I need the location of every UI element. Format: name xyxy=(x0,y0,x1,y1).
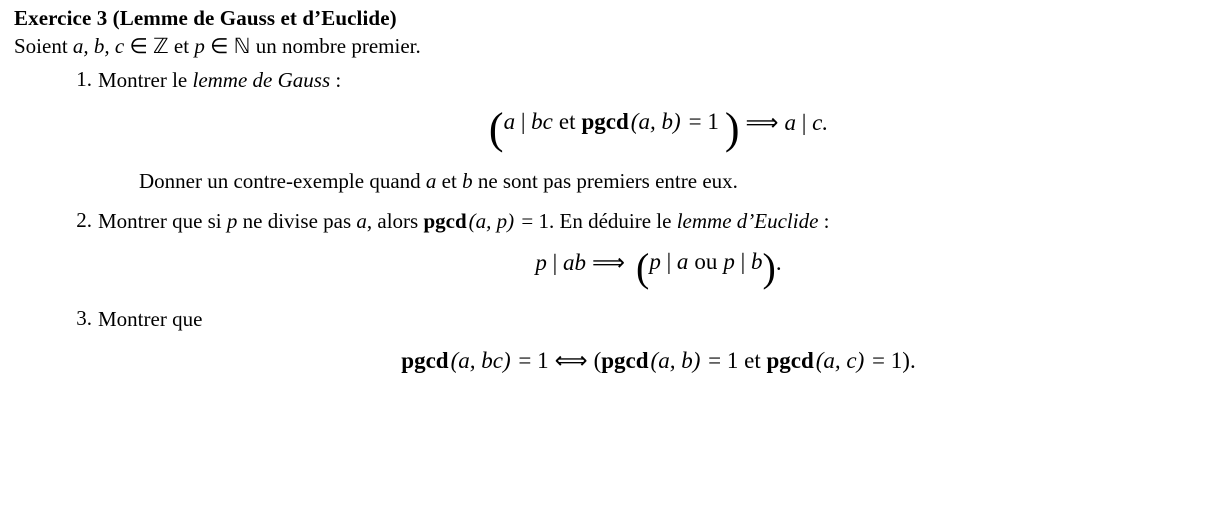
item-2-pgcd: pgcd xyxy=(423,208,467,233)
equation-2-divides-3: | xyxy=(734,248,752,274)
equation-3-args-1: (a, bc) xyxy=(450,348,511,374)
intro-line xyxy=(14,34,1219,59)
list-item xyxy=(0,67,1219,194)
intro-suffix: ∈ ℕ un nombre premier. xyxy=(204,34,421,58)
item-2-text xyxy=(98,208,1219,235)
list-item xyxy=(0,306,1219,374)
display-equation-2 xyxy=(98,244,1219,290)
equation-1-rhs-c: c. xyxy=(812,110,829,136)
equation-1-open-paren: ( xyxy=(488,104,504,154)
equation-3-period: . xyxy=(909,348,916,374)
page-title: Exercice 3 (Lemme de Gauss et d’Euclide) xyxy=(14,6,397,30)
equation-1-implies: ⟹ xyxy=(745,110,779,136)
item-1-trail: : xyxy=(330,68,342,92)
equation-3-close-paren: ) xyxy=(902,348,910,374)
equation-3-et: et xyxy=(738,348,767,374)
equation-2-divides-2: | xyxy=(660,248,677,274)
equation-1-inner xyxy=(504,109,725,135)
equation-2-ou: ou xyxy=(694,248,718,274)
equation-3-pgcd-3: pgcd xyxy=(766,348,814,374)
item-2-emphasis: lemme d’Euclide xyxy=(676,208,819,233)
equation-2-open-paren: ( xyxy=(635,244,650,290)
display-equation-1 xyxy=(98,104,1219,154)
equation-2-inner xyxy=(649,249,762,275)
exercise-item-list xyxy=(0,67,1219,374)
item-2-text-4: . En déduire le xyxy=(549,208,677,233)
item-3-text: Montrer que xyxy=(98,306,203,331)
display-equation-3 xyxy=(98,348,1219,374)
equation-3-args-3: (a, c) xyxy=(815,348,865,374)
item-1-note-prefix: Donner un contre-exemple quand xyxy=(139,168,426,193)
list-item xyxy=(0,207,1219,290)
item-1-note-b: b xyxy=(462,168,473,193)
equation-1-rhs-a: a xyxy=(784,110,796,136)
equation-1-equals-one: = 1 xyxy=(688,109,719,135)
intro-variables: a, b, c xyxy=(72,34,125,58)
equation-1-bc: bc xyxy=(531,109,553,135)
intro-middle: ∈ ℤ et xyxy=(124,34,195,58)
item-number-1: 1. xyxy=(76,67,92,91)
item-number-3: 3. xyxy=(76,305,92,330)
equation-2-divides-1: | xyxy=(546,249,563,275)
equation-2-p2: p xyxy=(649,248,661,274)
equation-2-p3: p xyxy=(723,248,735,274)
item-2-equals-one: = 1 xyxy=(516,208,549,233)
item-2-pgcd-args: (a, p) xyxy=(468,208,515,233)
equation-3-pgcd-2: pgcd xyxy=(601,348,649,374)
document-page xyxy=(0,6,1219,530)
item-1-emphasis: lemme de Gauss xyxy=(192,68,331,92)
intro-variable-p: p xyxy=(194,34,205,58)
item-1-text xyxy=(98,67,1219,93)
equation-1-pgcd: pgcd xyxy=(581,109,629,135)
item-2-text-5: : xyxy=(818,208,830,233)
equation-3-pgcd-1: pgcd xyxy=(401,348,449,374)
item-2-var-p: p xyxy=(226,208,238,233)
item-1-note-a: a xyxy=(425,168,437,193)
item-1-lead: Montrer le xyxy=(98,68,193,92)
intro-prefix: Soient xyxy=(14,34,73,58)
item-2-text-2: ne divise pas xyxy=(237,208,357,233)
equation-2-period: . xyxy=(775,249,782,275)
equation-2-b: b xyxy=(751,248,763,274)
equation-2-p: p xyxy=(535,249,547,275)
equation-1-divides: | xyxy=(515,109,532,135)
equation-3-iff: ⟺ xyxy=(554,348,588,374)
equation-2-close-paren: ) xyxy=(762,244,776,290)
item-2-text-1: Montrer que si xyxy=(98,208,227,233)
item-1-note xyxy=(139,169,1219,194)
equation-1-a: a xyxy=(503,109,516,135)
item-1-note-mid: et xyxy=(436,168,463,193)
equation-3-args-2: (a, b) xyxy=(650,348,701,374)
item-1-note-suffix: ne sont pas premiers entre eux. xyxy=(472,168,738,193)
equation-3-open-paren: ( xyxy=(593,348,602,374)
equation-2-a: a xyxy=(676,248,689,274)
equation-2-implies: ⟹ xyxy=(592,249,625,275)
equation-1-pgcd-args: (a, b) xyxy=(630,109,681,135)
equation-3-eq-3: = 1 xyxy=(866,348,903,374)
equation-2-ab: ab xyxy=(563,249,586,275)
equation-1-close-paren: ) xyxy=(724,104,740,154)
equation-1-et: et xyxy=(558,109,576,135)
equation-3-eq-2: = 1 xyxy=(702,348,739,374)
equation-1-rhs-divides: | xyxy=(796,110,813,136)
item-2-text-3: , alors xyxy=(366,208,424,233)
item-number-2: 2. xyxy=(76,207,92,232)
equation-3-eq-1: = 1 xyxy=(512,348,549,374)
item-2-var-a: a xyxy=(356,208,367,233)
